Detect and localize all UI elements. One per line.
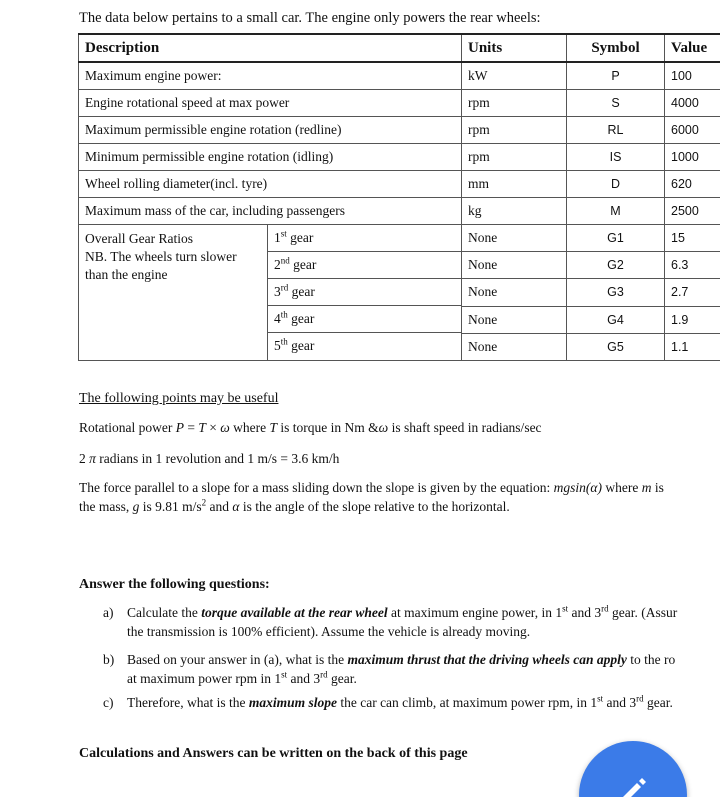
row-symbol: RL — [567, 117, 665, 144]
specifications-table — [78, 33, 720, 361]
row-value: 4000 — [665, 90, 720, 117]
row-units: rpm — [462, 90, 567, 117]
row-symbol: S — [567, 90, 665, 117]
row-value: 620 — [665, 171, 720, 198]
gear-label: 1st gear — [268, 225, 461, 252]
gear-value: 1.9 — [665, 306, 720, 333]
row-symbol: P — [567, 62, 665, 90]
row-units: mm — [462, 171, 567, 198]
gear-row — [79, 225, 720, 252]
question-c: c) Therefore, what is the maximum slope the car can climb, at maximum power rpm, in 1st and 3rd gear. — [103, 693, 673, 710]
note-radians: 2 π radians in 1 revolution and 1 m/s = 3.6 km/h — [79, 451, 340, 466]
gear-value: 1.1 — [665, 333, 720, 360]
gear-value: 15 — [665, 225, 720, 252]
gear-label: 5th gear — [274, 336, 315, 353]
gear-units: None — [462, 225, 567, 252]
question-b: b) Based on your answer in (a), what is the maximum thrust that the driving wheels can apply to the ro at maximum power rpm in 1st and 3rd gear. — [103, 652, 676, 686]
gear-description-cell — [79, 225, 462, 361]
table-header-row — [79, 34, 720, 62]
row-value: 6000 — [665, 117, 720, 144]
table-row — [79, 62, 720, 90]
row-value: 100 — [665, 62, 720, 90]
note-rotational-power: Rotational power P = T × ω where T is torque in Nm &ω is shaft speed in radians/sec — [79, 420, 542, 435]
table-row — [79, 171, 720, 198]
row-value: 2500 — [665, 198, 720, 225]
row-description: Engine rotational speed at max power — [79, 90, 462, 117]
intro-text: The data below pertains to a small car. The engine only powers the rear wheels: — [79, 10, 541, 26]
gear-units: None — [462, 252, 567, 279]
table-row — [79, 117, 720, 144]
row-symbol: IS — [567, 144, 665, 171]
gear-label: 2nd gear — [268, 252, 461, 279]
pencil-icon — [619, 775, 649, 797]
row-units: rpm — [462, 117, 567, 144]
footer-note: Calculations and Answers can be written on the back of this page — [79, 746, 468, 761]
row-description: Maximum permissible engine rotation (redline) — [79, 117, 462, 144]
gear-value: 2.7 — [665, 279, 720, 306]
header-description: Description — [79, 34, 462, 62]
table-row — [79, 198, 720, 225]
gear-symbol: G5 — [567, 333, 665, 360]
edit-fab-button[interactable] — [579, 741, 687, 797]
useful-points-heading: The following points may be useful — [79, 391, 279, 406]
row-description: Wheel rolling diameter(incl. tyre) — [79, 171, 462, 198]
gear-units: None — [462, 306, 567, 333]
header-symbol: Symbol — [567, 34, 665, 62]
gear-ratios-title: Overall Gear Ratios — [85, 231, 193, 246]
table-row — [79, 90, 720, 117]
gear-ratios-note: NB. The wheels turn slower than the engine — [85, 249, 237, 282]
row-value: 1000 — [665, 144, 720, 171]
row-units: kg — [462, 198, 567, 225]
row-units: rpm — [462, 144, 567, 171]
row-description: Maximum mass of the car, including passengers — [79, 198, 462, 225]
gear-label: 3rd gear — [268, 279, 461, 306]
row-units: kW — [462, 62, 567, 90]
gear-label: 4th gear — [268, 306, 461, 333]
gear-symbol: G3 — [567, 279, 665, 306]
header-value: Value — [665, 34, 720, 62]
gear-symbol: G4 — [567, 306, 665, 333]
note-slope-force: The force parallel to a slope for a mass sliding down the slope is given by the equation: mgsin(α) where m is the mass, g is 9.81 $m/s^2$ and α is the angle of the slope relative to the horizontal. — [79, 480, 664, 514]
row-symbol: D — [567, 171, 665, 198]
row-description: Maximum engine power: — [79, 62, 462, 90]
questions-heading: Answer the following questions: — [79, 577, 270, 592]
gear-ratios-description — [79, 225, 268, 360]
row-description: Minimum permissible engine rotation (idling) — [79, 144, 462, 171]
gear-units: None — [462, 333, 567, 360]
gear-value: 6.3 — [665, 252, 720, 279]
table-row — [79, 144, 720, 171]
gear-symbol: G2 — [567, 252, 665, 279]
header-units: Units — [462, 34, 567, 62]
gear-units: None — [462, 279, 567, 306]
gear-symbol: G1 — [567, 225, 665, 252]
question-a: a) Calculate the torque available at the rear wheel at maximum engine power, in 1st and 3rd gear. (Assur the transmission is 100% efficient). Assume the vehicle is already moving. — [103, 603, 678, 639]
row-symbol: M — [567, 198, 665, 225]
